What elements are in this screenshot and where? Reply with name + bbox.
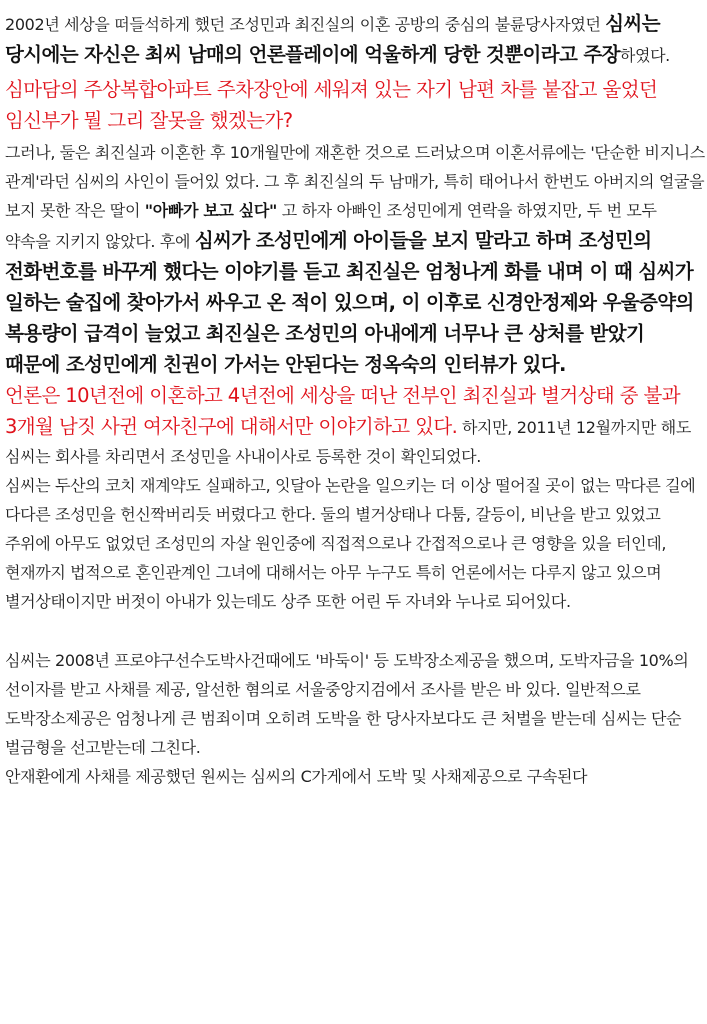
p3-bold-interview: 심씨가 조성민에게 아이들을 보지 말라고 하며 조성민의 전화번호를 바꾸게 했다는 이야기를 듣고 최진실은 엄청나게 화를 내며 이 때 심씨가 일하는 술집에 찾아가서 싸우고 온 적이 있으며, 이 이후로 신경안정제와 우울증약의 복용량이 급격이 늘었고 최진실은 조성민의 아내에게 너무나 큰 상처를 받았기 때문에 조성민에게 친권이 가서는 안된다는 정옥숙의 인터뷰가 있다.: [5, 229, 694, 376]
paragraph-3: [5, 138, 705, 380]
p2-text: 심마담의 주상복합아파트 주차장안에 세워져 있는 자기 남편 차를 붙잡고 울었던 임신부가 뭘 그리 잘못을 했겠는가?: [5, 78, 658, 132]
p4-red-text: 언론은 10년전에 이혼하고 4년전에 세상을 떠난 전부인 최진실과 별거상태 중 불과 3개월 남짓 사귄 여자친구에 대해서만 이야기하고 있다.: [5, 384, 680, 438]
article-body: [5, 0, 705, 791]
p3-quote-bold: "아빠가 보고 싶다": [144, 201, 277, 220]
p3-text: 그러나, 둘은 최진실과 이혼한 후 10개월만에 재혼한 것으로 드러났으며 이혼서류에는 '단순한 비지니스 관계'라던 심씨의 사인이 들어있 었다. 그 후 최진실의 두 남매가, 특히 태어나서 한번도 아버지의 얼굴을 보지 못한 작은 딸이: [5, 143, 705, 220]
paragraph-7: [5, 762, 705, 791]
p6-text: 심씨는 2008년 프로야구선수도박사건때에도 '바둑이' 등 도박장소제공을 했으며, 도박자금을 10%의 선이자를 받고 사채를 제공, 알선한 혐의로 서울중앙지검에서 조사를 받은 바 있다. 일반적으로 도박장소제공은 엄청나게 큰 범죄이며 오히려 도박을 한 당사자보다도 큰 처벌을 받는데 심씨는 단순 벌금형을 선고받는데 그친다.: [5, 651, 689, 757]
p1-text: 2002년 세상을 떠들석하게 했던 조성민과 최진실의 이혼 공방의 중심의 불륜당사자였던: [5, 15, 606, 34]
p3-text-mid: 고 하자 아빠인 조성민에게 연락을 하였지만, 두 번 모두 약속을 지키지 않았다. 후에: [5, 201, 657, 251]
p4-text: 하지만, 2011년 12월까지만 해도 심씨는 회사를 차리면서 조성민을 사내이사로 등록한 것이 확인되었다.: [5, 418, 691, 466]
p1-text-end: 하였다.: [619, 46, 670, 65]
paragraph-1: [5, 0, 705, 70]
p5-text: 심씨는 두산의 코치 재계약도 실패하고, 잇달아 논란을 일으키는 더 이상 떨어질 곳이 없는 막다른 길에 다다른 조성민을 헌신짝버리듯 버렸다고 한다. 둘의 별거상태나 다툼, 갈등이, 비난을 받고 있었고 주위에 아무도 없었던 조성민의 자살 원인중에 직접적으로나 간접적으로나 큰 영향을 있을 터인데, 현재까지 법적으로 혼인관계인 그녀에 대해서는 아무 누구도 특히 언론에서는 다루지 않고 있으며 별거상태이지만 버젓이 아내가 있는데도 상주 또한 어린 두 자녀와 누나로 되어있다.: [5, 476, 696, 611]
p7-text: 안재환에게 사채를 제공했던 원씨는 심씨의 C가게에서 도박 및 사채제공으로 구속된다: [5, 767, 588, 786]
paragraph-5: [5, 471, 705, 616]
paragraph-4: [5, 380, 705, 471]
paragraph-spacer: [5, 616, 705, 646]
paragraph-6: [5, 646, 705, 762]
p1-bold-claim: 심씨는 당시에는 자신은 최씨 남매의 언론플레이에 억울하게 당한 것뿐이라고 주장: [5, 12, 661, 66]
paragraph-2-red: [5, 74, 705, 136]
